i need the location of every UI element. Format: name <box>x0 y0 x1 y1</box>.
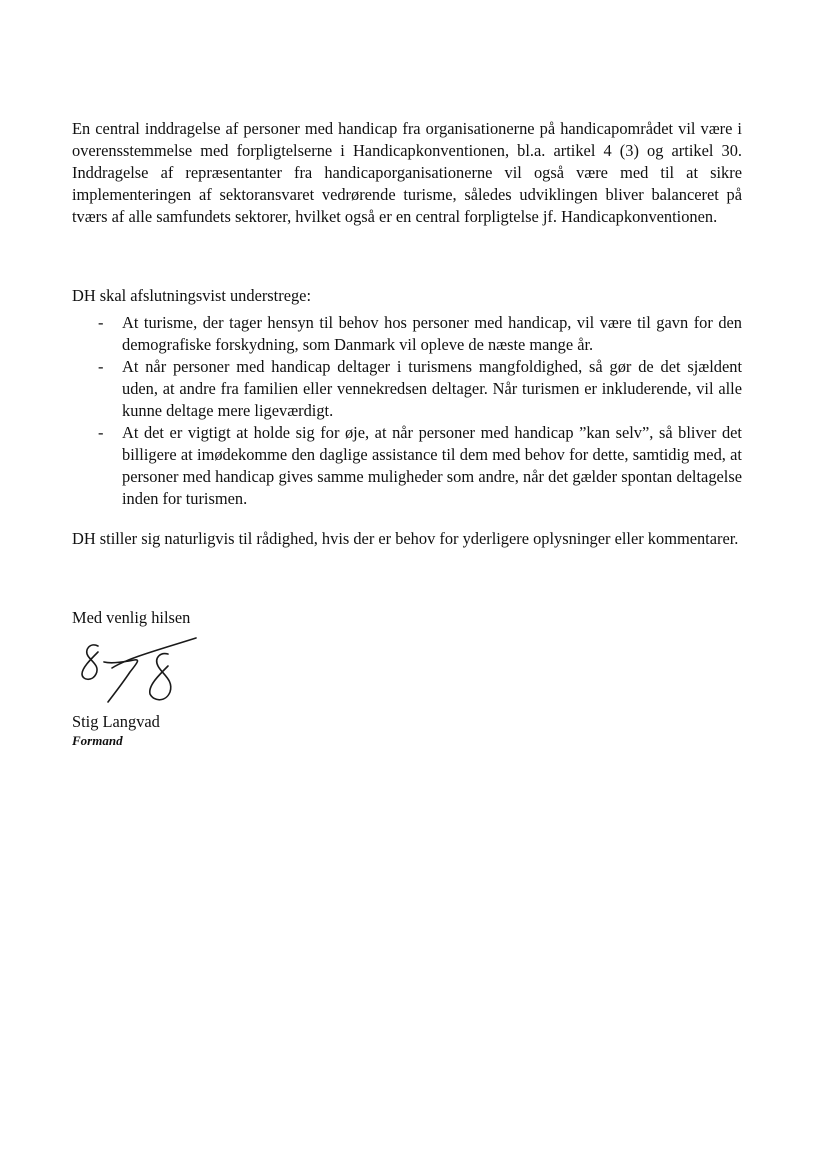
bullet-dash: - <box>98 313 104 332</box>
bullet-dash: - <box>98 423 104 442</box>
lead-paragraph: DH skal afslutningsvist understrege: <box>72 286 311 305</box>
conclusion-list <box>72 312 742 510</box>
signer-name: Stig Langvad <box>72 712 160 731</box>
signer-title: Formand <box>72 733 123 748</box>
intro-paragraph: En central inddragelse af personer med handicap fra organisationerne på handicapområdet vil være i overensstemmelse med forpligtelserne i Handicapkonventionen, bl.a. artikel 4 (3) og artikel 30. Inddragelse af repræsentanter fra handicaporganisationerne vil også være med til at sikre implementeringen af sektoransvaret vedrørende turisme, således udviklingen bliver balanceret på tværs af alle samfundets sektorer, hvilket også er en central forpligtelse jf. Handicapkonventionen. <box>72 119 742 226</box>
bullet-dash: - <box>98 357 104 376</box>
greeting: Med venlig hilsen <box>72 608 191 627</box>
list-item <box>72 356 742 422</box>
list-item <box>72 312 742 356</box>
list-item <box>72 422 742 510</box>
list-item-text: At det er vigtigt at holde sig for øje, at når personer med handicap ”kan selv”, så bliver det billigere at imødekomme den daglige assistance til dem med behov for dette, samtidig med, at personer med handicap gives samme muligheder som andre, når det gælder spontan deltagelse inden for turismen. <box>122 423 742 508</box>
handwritten-signature <box>68 632 208 714</box>
list-item-text: At turisme, der tager hensyn til behov hos personer med handicap, vil være til gavn for den demografiske forskydning, som Danmark vil opleve de næste mange år. <box>122 313 742 354</box>
closing-paragraph: DH stiller sig naturligvis til rådighed, hvis der er behov for yderligere oplysninger eller kommentarer. <box>72 529 739 548</box>
list-item-text: At når personer med handicap deltager i turismens mangfoldighed, så gør de det sjældent uden, at andre fra familien eller vennekredsen deltager. Når turismen er inkluderende, vil alle kunne deltage mere ligeværdigt. <box>122 357 742 420</box>
